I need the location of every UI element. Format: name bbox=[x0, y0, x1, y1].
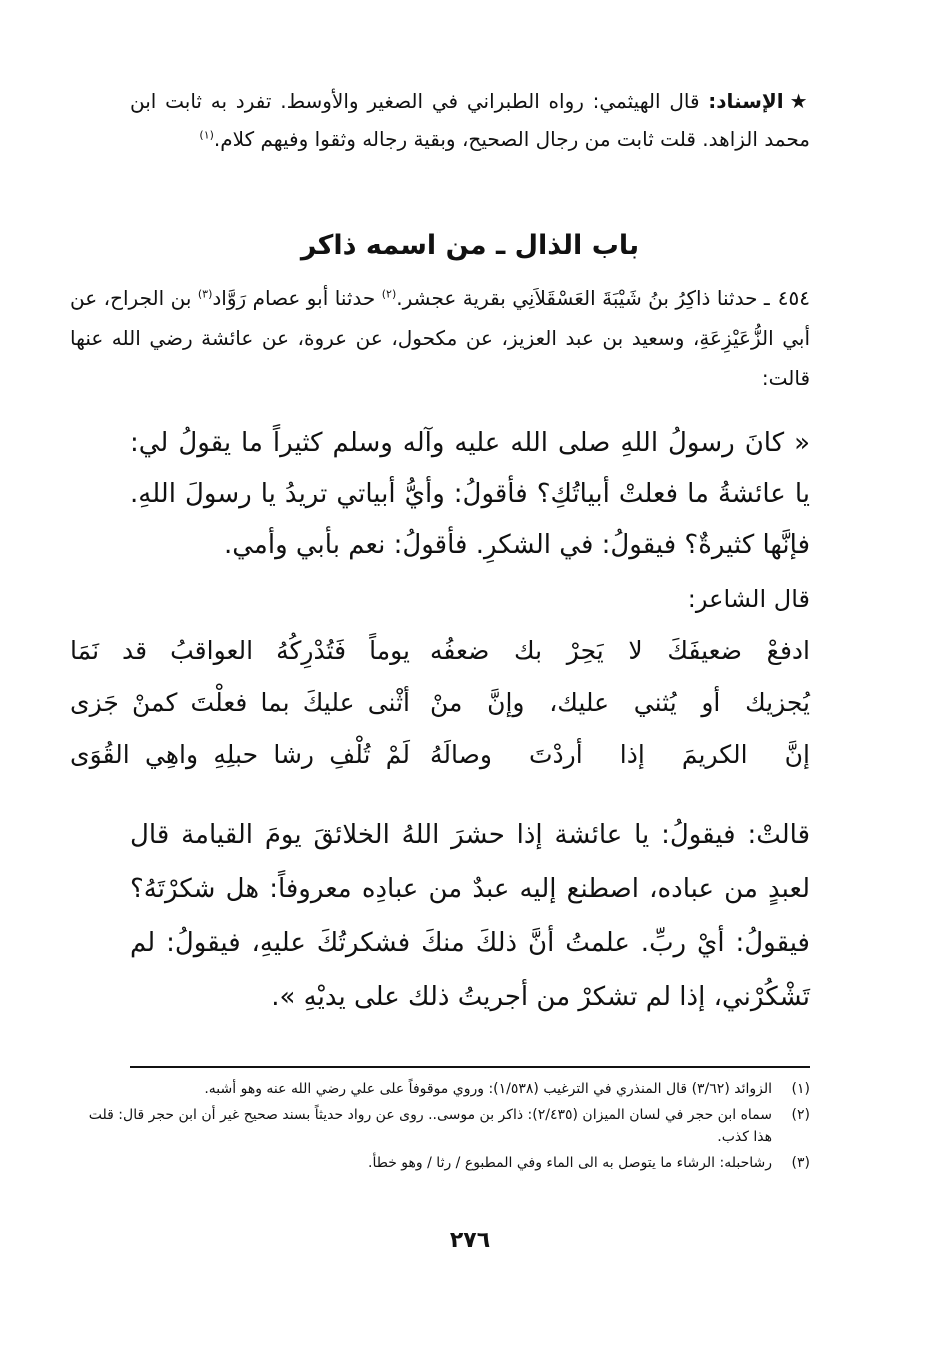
hadith-chain-part-3: بن الجراح، عن أبي الزُّعَيْزِعَةِ، وسعيد بن عبد العزيز، عن مكحول، عن عروة، عن عائشة رضي الله عنها قالت: bbox=[70, 286, 810, 390]
chapter-title: باب الذال ـ من اسمه ذاكر bbox=[300, 230, 640, 261]
footnote-text: سماه ابن حجر في لسان الميزان (٢/٤٣٥): ذاكر بن موسى.. روى عن رواد حديثاً بسند صحيح غير أن ابن حجر قال: قلت هذا كذب. bbox=[88, 1107, 772, 1145]
verse-first-half: ادفعْ ضعيفَكَ لا يَحِرْ بك ضعفُه bbox=[430, 636, 810, 665]
footnote-number: (١) bbox=[791, 1081, 810, 1097]
hadith-chain-part-2: حدثنا أبو عصام رَوَّاد bbox=[212, 286, 382, 310]
footnote-number: (٢) bbox=[791, 1107, 810, 1123]
hadith-chain-part-1: ـ حدثنا ذاكِرُ بنُ شَيْبَةَ العَسْقَلاَنِي بقرية عجشر. bbox=[396, 286, 770, 310]
verse-second-half: أثْنى عليكَ بما فعلْتَ كمنْ جَزى bbox=[70, 688, 410, 717]
footnotes bbox=[70, 1078, 810, 1178]
verse-first-half: إنَّ الكريمَ إذا أردْتَ وصالَهُ bbox=[430, 740, 810, 769]
hadith-text-part-1: « كانَ رسولُ اللهِ صلى الله عليه وآله وسلم كثيراً ما يقولُ لي: يا عائشةُ ما فعلتْ أبياتُكِ؟ فأقولُ: وأيُّ أبياتي تريدُ يا رسولَ اللهِ. فإنَّها كثيرةٌ؟ فيقولُ: في الشكرِ. فأقولُ: نعم بأبي وأمي. bbox=[130, 428, 810, 560]
poem bbox=[70, 636, 810, 792]
footnote-separator bbox=[130, 1066, 810, 1068]
footnote-text: رشاحبله: الرشاء ما يتوصل به الى الماء وفي المطبوع / رثا / وهو خطأ. bbox=[368, 1155, 772, 1171]
poem-verse bbox=[70, 636, 810, 688]
hadith-text-part-2: قالتْ: فيقولُ: يا عائشة إذا حشرَ اللهُ الخلائقَ يومَ القيامة قال لعبدٍ من عباده، اصطنع إليه عبدٌ من عبادِه معروفاً: هل شكرْتَهُ؟ فيقولُ: أيْ ربِّ. علمتُ أنَّ ذلكَ منكَ فشكرتُكَ عليهِ، فيقولُ: لم تَشْكُرْني، إذا لم تشكرْ من أجريتُ ذلك على يديْهِ ». bbox=[130, 820, 810, 1012]
footnote-item bbox=[70, 1104, 810, 1148]
page-number: ٢٧٦ bbox=[449, 1228, 491, 1253]
footnote-number: (٣) bbox=[791, 1155, 810, 1171]
verse-first-half: يُجزيك أو يُثني عليك، وإنَّ منْ bbox=[430, 688, 810, 717]
hadith-number: ٤٥٤ bbox=[777, 286, 810, 310]
footnote-ref-1: (١) bbox=[199, 128, 214, 142]
isnad-label: الإسناد: bbox=[708, 89, 784, 113]
footnote-item bbox=[70, 1078, 810, 1100]
footnote-ref-2: (٢) bbox=[381, 287, 397, 301]
poem-verse bbox=[70, 688, 810, 740]
footnote-text: الزوائد (٣/٦٢) قال المنذري في الترغيب (١/٥٣٨): وروي موقوفاً على علي رضي الله عنه وهو أشبه. bbox=[204, 1081, 772, 1097]
poem-verse bbox=[70, 740, 810, 792]
verse-second-half: لَمْ تُلْفِ رشا حبلِهِ واهِي القُوَى bbox=[70, 740, 410, 769]
star-icon: ★ bbox=[789, 89, 810, 113]
footnote-ref-3: (٣) bbox=[197, 287, 213, 301]
footnote-item bbox=[70, 1152, 810, 1174]
poet-intro: قال الشاعر: bbox=[687, 585, 810, 613]
verse-second-half: يوماً فَتُدْرِكُهُ العواقبُ قد نَمَا bbox=[70, 636, 410, 665]
isnad-text: قال الهيثمي: رواه الطبراني في الصغير والأوسط. تفرد به ثابت ابن محمد الزاهد. قلت ثابت من رجال الصحيح، وبقية رجاله وثقوا وفيهم كلام. bbox=[130, 89, 810, 151]
hadith-chain bbox=[70, 278, 810, 398]
isnad-paragraph bbox=[130, 82, 810, 158]
